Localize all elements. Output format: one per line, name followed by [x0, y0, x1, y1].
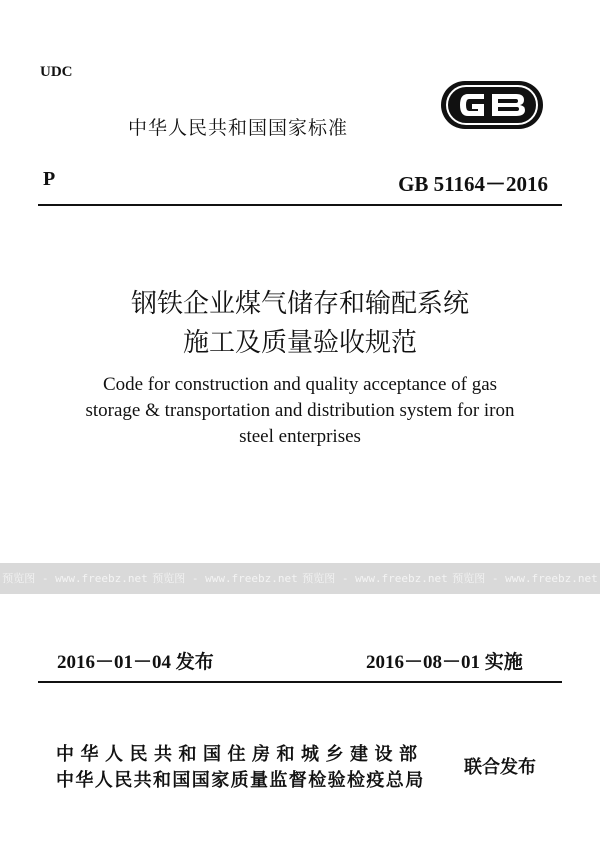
- standard-type: 中华人民共和国国家标准: [128, 117, 349, 139]
- udc-label: UDC: [40, 64, 73, 80]
- effective-date: 2016－08－01 实施: [366, 652, 523, 673]
- title-zh-line2: 施工及质量验收规范: [182, 328, 417, 357]
- issue-date: 2016－01－04 发布: [57, 652, 214, 673]
- standard-number: GB 51164－2016: [398, 172, 548, 196]
- title-en-line2: storage & transportation and distribution system for iron: [85, 400, 515, 421]
- title-en-line1: Code for construction and quality acceptance of gas: [102, 374, 498, 395]
- title-zh-line1: 钢铁企业煤气储存和输配系统: [130, 289, 469, 318]
- watermark-text: 预览图 - www.freebz.net: [152, 572, 298, 585]
- issuer-line2: 中华人民共和国国家质量监督检验检疫总局: [56, 770, 425, 791]
- gb-logo: [440, 80, 544, 130]
- watermark-text: 预览图 - www.freebz.net: [2, 572, 148, 585]
- title-en-line3: steel enterprises: [239, 426, 361, 447]
- watermark-text: 预览图 - www.freebz.net: [302, 572, 448, 585]
- watermark-text: 预览图 - www.freebz.net: [452, 572, 598, 585]
- header-divider: [38, 204, 562, 206]
- joint-issue-label: 联合发布: [464, 757, 536, 778]
- footer-divider: [38, 681, 562, 683]
- classification-code: P: [43, 168, 56, 190]
- watermark-band: [0, 563, 600, 594]
- issuer-line1: 中华人民共和国住房和城乡建设部: [56, 744, 424, 765]
